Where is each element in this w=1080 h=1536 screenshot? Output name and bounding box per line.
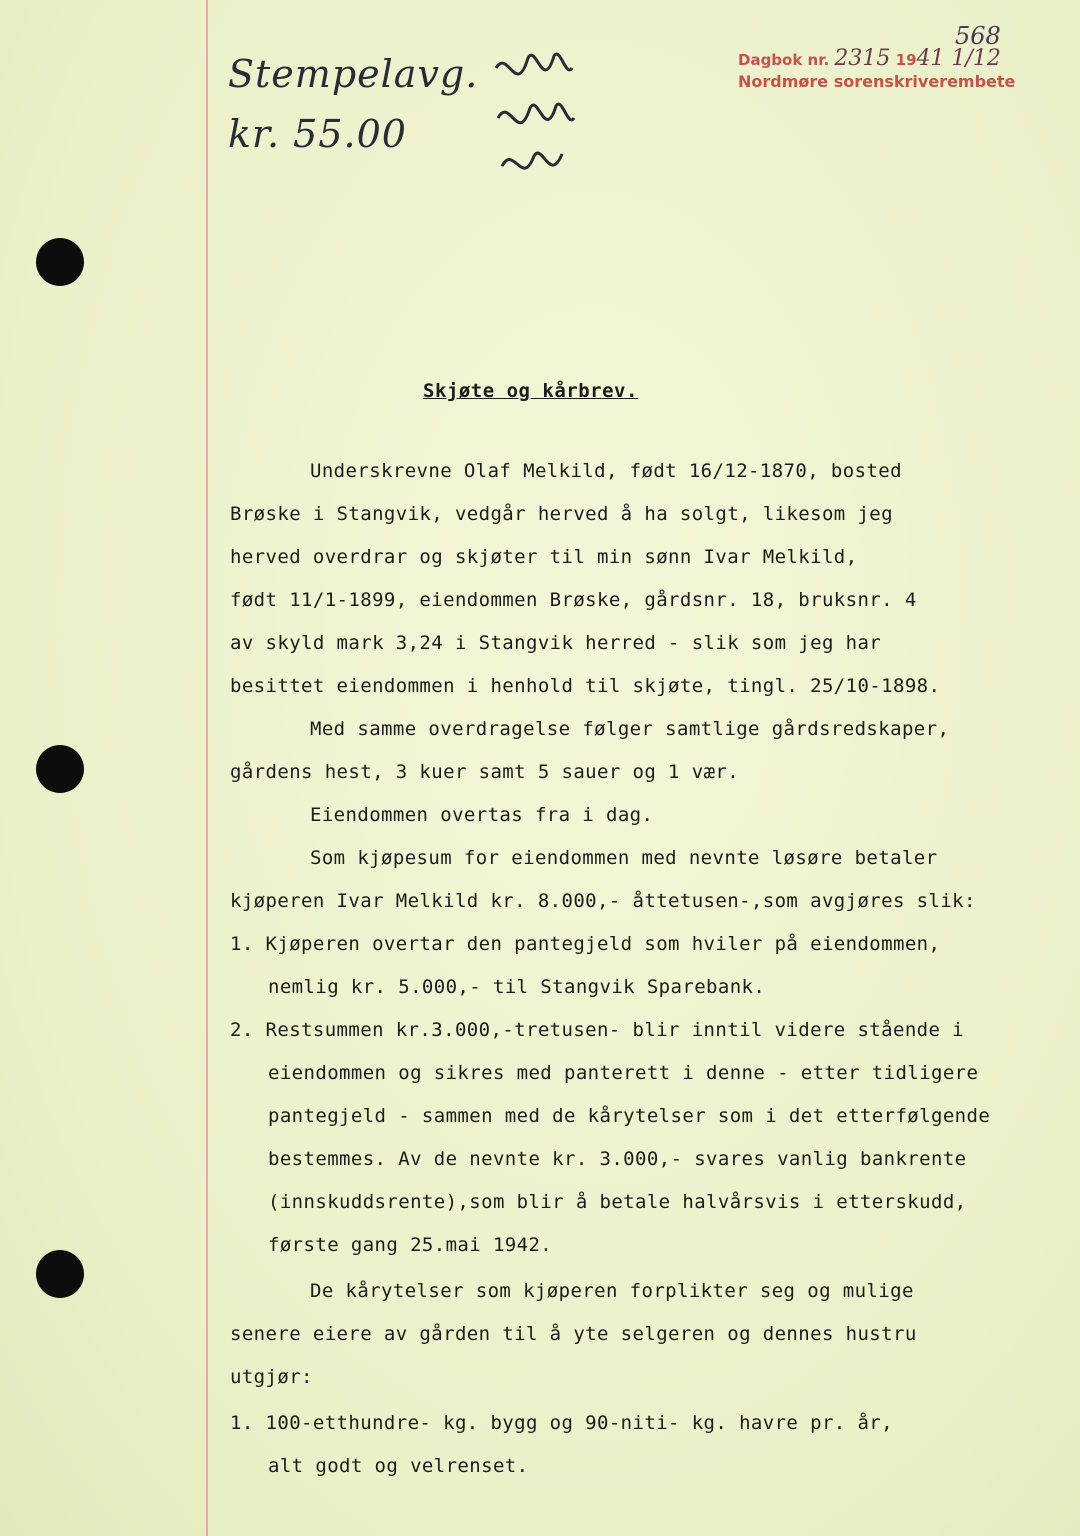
- text-line: kjøperen Ivar Melkild kr. 8.000,- åttetusen-,som avgjøres slik:: [230, 890, 976, 912]
- handwritten-stamp-fee: Stempelavg.: [228, 52, 479, 96]
- text-line: herved overdrar og skjøter til min sønn Ivar Melkild,: [230, 546, 858, 568]
- text-line: Underskrevne Olaf Melkild, født 16/12-1870, bosted: [310, 460, 902, 482]
- text-line: gårdens hest, 3 kuer samt 5 sauer og 1 vær.: [230, 761, 740, 783]
- punch-hole: [36, 745, 84, 793]
- text-line: 1. Kjøperen overtar den pantegjeld som hviler på eiendommen,: [230, 933, 941, 955]
- text-line: første gang 25.mai 1942.: [268, 1234, 553, 1256]
- text-line: besittet eiendommen i henhold til skjøte, tingl. 25/10-1898.: [230, 675, 941, 697]
- text-line: senere eiere av gården til å yte selgeren og dennes hustru: [230, 1323, 917, 1345]
- dagbok-date: 41 1/12: [916, 46, 1001, 71]
- text-line: eiendommen og sikres med panterett i denne - etter tidligere: [268, 1062, 979, 1084]
- punch-hole: [36, 238, 84, 286]
- text-line: De kårytelser som kjøperen forplikter seg og mulige: [310, 1280, 914, 1302]
- text-line: pantegjeld - sammen med de kårytelser som i det etterfølgende: [268, 1105, 991, 1127]
- handwritten-amount: kr. 55.00: [228, 112, 407, 156]
- text-line: (innskuddsrente),som blir å betale halvårsvis i etterskudd,: [268, 1191, 967, 1213]
- page-number: 568: [955, 22, 1001, 50]
- text-line: av skyld mark 3,24 i Stangvik herred - slik som jeg har: [230, 632, 882, 654]
- punch-hole: [36, 1250, 84, 1298]
- dagbok-year-prefix: 19: [895, 51, 917, 69]
- text-line: nemlig kr. 5.000,- til Stangvik Sparebank.: [268, 976, 766, 998]
- text-line: Med samme overdragelse følger samtlige gårdsredskaper,: [310, 718, 950, 740]
- dagbok-number: 2315: [834, 46, 891, 71]
- text-line: alt godt og velrenset.: [268, 1455, 529, 1477]
- document-title: Skjøte og kårbrev.: [423, 380, 638, 402]
- text-line: født 11/1-1899, eiendommen Brøske, gårdsnr. 18, bruksnr. 4: [230, 589, 917, 611]
- text-line: Brøske i Stangvik, vedgår herved å ha solgt, likesom jeg: [230, 503, 893, 525]
- text-line: Eiendommen overtas fra i dag.: [310, 804, 654, 826]
- dagbok-label: Dagbok nr.: [738, 51, 830, 69]
- text-line: bestemmes. Av de nevnte kr. 3.000,- svares vanlig bankrente: [268, 1148, 967, 1170]
- text-line: 1. 100-etthundre- kg. bygg og 90-niti- kg. havre pr. år,: [230, 1412, 893, 1434]
- signature-scribble: [488, 38, 578, 188]
- margin-line: [206, 0, 208, 1536]
- text-line: 2. Restsummen kr.3.000,-tretusen- blir inntil videre stående i: [230, 1019, 965, 1041]
- office-stamp: Nordmøre sorenskriverembete: [738, 72, 1016, 91]
- text-line: Som kjøpesum for eiendommen med nevnte løsøre betaler: [310, 847, 938, 869]
- text-line: utgjør:: [230, 1366, 313, 1388]
